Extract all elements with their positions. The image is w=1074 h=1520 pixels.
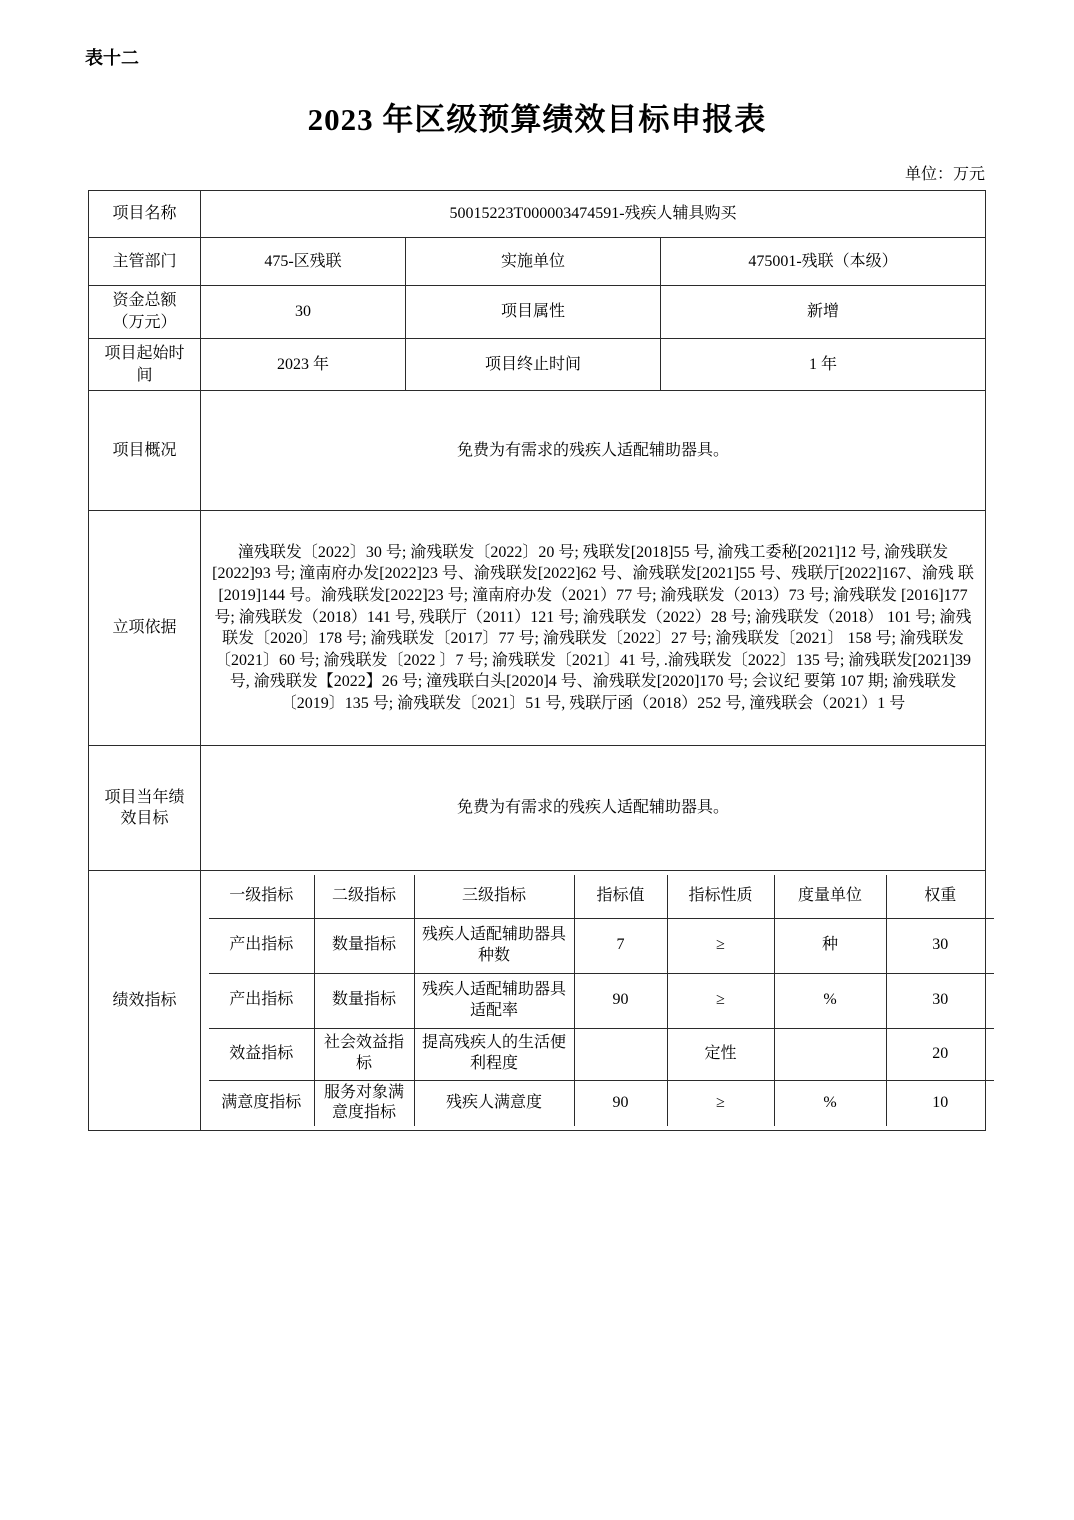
indicator-level3: 残疾人适配辅助器具种数	[414, 918, 574, 973]
header-weight: 权重	[886, 875, 994, 918]
end-time-label: 项目终止时间	[406, 339, 661, 391]
indicator-weight: 30	[886, 973, 994, 1028]
page-title: 2023 年区级预算绩效目标申报表	[307, 102, 767, 137]
indicator-weight: 20	[886, 1028, 994, 1080]
annual-target-value: 免费为有需求的残疾人适配辅助器具。	[201, 746, 986, 871]
indicator-level1: 效益指标	[209, 1028, 314, 1080]
table-row	[89, 511, 986, 746]
table-row	[89, 339, 986, 391]
total-fund-value: 30	[201, 286, 406, 339]
project-name-value: 50015223T000003474591-残疾人辅具购买	[201, 191, 986, 238]
indicator-unit: 种	[774, 918, 886, 973]
indicators-section-label: 绩效指标	[89, 871, 201, 1131]
table-row	[89, 286, 986, 339]
indicators-section-row	[89, 871, 986, 1131]
indicator-value: 90	[574, 1080, 667, 1126]
dept-label: 主管部门	[89, 238, 201, 286]
indicator-level3: 提高残疾人的生活便利程度	[414, 1028, 574, 1080]
overview-value: 免费为有需求的残疾人适配辅助器具。	[201, 391, 986, 511]
indicator-value	[574, 1028, 667, 1080]
indicator-weight: 10	[886, 1080, 994, 1126]
indicator-level3: 残疾人满意度	[414, 1080, 574, 1126]
impl-unit-label: 实施单位	[406, 238, 661, 286]
indicator-level2: 社会效益指标	[314, 1028, 414, 1080]
impl-unit-value: 475001-残联（本级）	[661, 238, 986, 286]
overview-label: 项目概况	[89, 391, 201, 511]
indicator-unit	[774, 1028, 886, 1080]
indicator-value: 90	[574, 973, 667, 1028]
table-row	[89, 238, 986, 286]
project-attr-value: 新增	[661, 286, 986, 339]
table-row	[89, 746, 986, 871]
budget-form-table	[88, 190, 986, 1131]
indicator-row	[209, 973, 994, 1028]
indicator-row	[209, 1080, 994, 1126]
header-value: 指标值	[574, 875, 667, 918]
basis-value: 潼残联发〔2022〕30 号; 渝残联发〔2022〕20 号; 残联发[2018]55 号, 渝残工委秘[2021]12 号, 渝残联发 [2022]93 号; 潼南府办发[2022]23 号、渝残联发[2022]62 号、渝残联发[2021]55 号、残联厅[2022]167、渝残 联[2019]144 号。渝残联发[2022]23 号; 潼南府办发（2021）77 号; 渝残联发（2013）73 号; 渝残联发 [2016]177 号; 渝残联发（2018）141 号, 残联厅（2011）121 号; 渝残联发（2022）28 号; 渝残联发（2018） 101 号; 渝残联发〔2020〕178 号; 渝残联发〔2017〕77 号; 渝残联发〔2022〕27 号; 渝残联发〔2021〕 158 号; 渝残联发〔2021〕60 号; 渝残联发〔2022 〕7 号; 渝残联发〔2021〕41 号, .渝残联发〔2022〕135 号; 渝残联发[2021]39 号, 渝残联发【2022】26 号; 潼残联白头[2020]4 号、渝残联发[2020]170 号; 会议纪 要第 107 期; 渝残联发〔2019〕135 号; 渝残联发〔2021〕51 号, 残联厅函（2018）252 号, 潼残联会（2021）1 号	[201, 511, 986, 746]
header-level2: 二级指标	[314, 875, 414, 918]
indicator-level1: 产出指标	[209, 918, 314, 973]
start-time-label: 项目起始时间	[89, 339, 201, 391]
indicator-level1: 产出指标	[209, 973, 314, 1028]
basis-label: 立项依据	[89, 511, 201, 746]
header-unit: 度量单位	[774, 875, 886, 918]
annual-target-label: 项目当年绩效目标	[89, 746, 201, 871]
header-level3: 三级指标	[414, 875, 574, 918]
indicator-level2: 数量指标	[314, 973, 414, 1028]
indicator-level2: 数量指标	[314, 918, 414, 973]
header-level1: 一级指标	[209, 875, 314, 918]
indicators-table	[209, 875, 994, 1126]
indicators-header-row	[209, 875, 994, 918]
indicator-nature: ≥	[667, 973, 774, 1028]
indicator-unit: %	[774, 973, 886, 1028]
table-row	[89, 191, 986, 238]
start-time-value: 2023 年	[201, 339, 406, 391]
indicator-nature: ≥	[667, 918, 774, 973]
table-row	[89, 391, 986, 511]
indicators-subtable-cell	[201, 871, 986, 1131]
indicator-nature: ≥	[667, 1080, 774, 1126]
header-nature: 指标性质	[667, 875, 774, 918]
dept-value: 475-区残联	[201, 238, 406, 286]
indicator-weight: 30	[886, 918, 994, 973]
indicator-row	[209, 918, 994, 973]
total-fund-label: 资金总额（万元）	[89, 286, 201, 339]
project-attr-label: 项目属性	[406, 286, 661, 339]
project-name-label: 项目名称	[89, 191, 201, 238]
indicator-level3: 残疾人适配辅助器具适配率	[414, 973, 574, 1028]
end-time-value: 1 年	[661, 339, 986, 391]
table-number-label: 表十二	[85, 48, 139, 68]
indicator-value: 7	[574, 918, 667, 973]
indicator-level1: 满意度指标	[209, 1080, 314, 1126]
indicator-nature: 定性	[667, 1028, 774, 1080]
indicator-level2: 服务对象满意度指标	[314, 1080, 414, 1126]
indicator-unit: %	[774, 1080, 886, 1126]
indicator-row	[209, 1028, 994, 1080]
unit-note: 单位：万元	[904, 166, 985, 183]
